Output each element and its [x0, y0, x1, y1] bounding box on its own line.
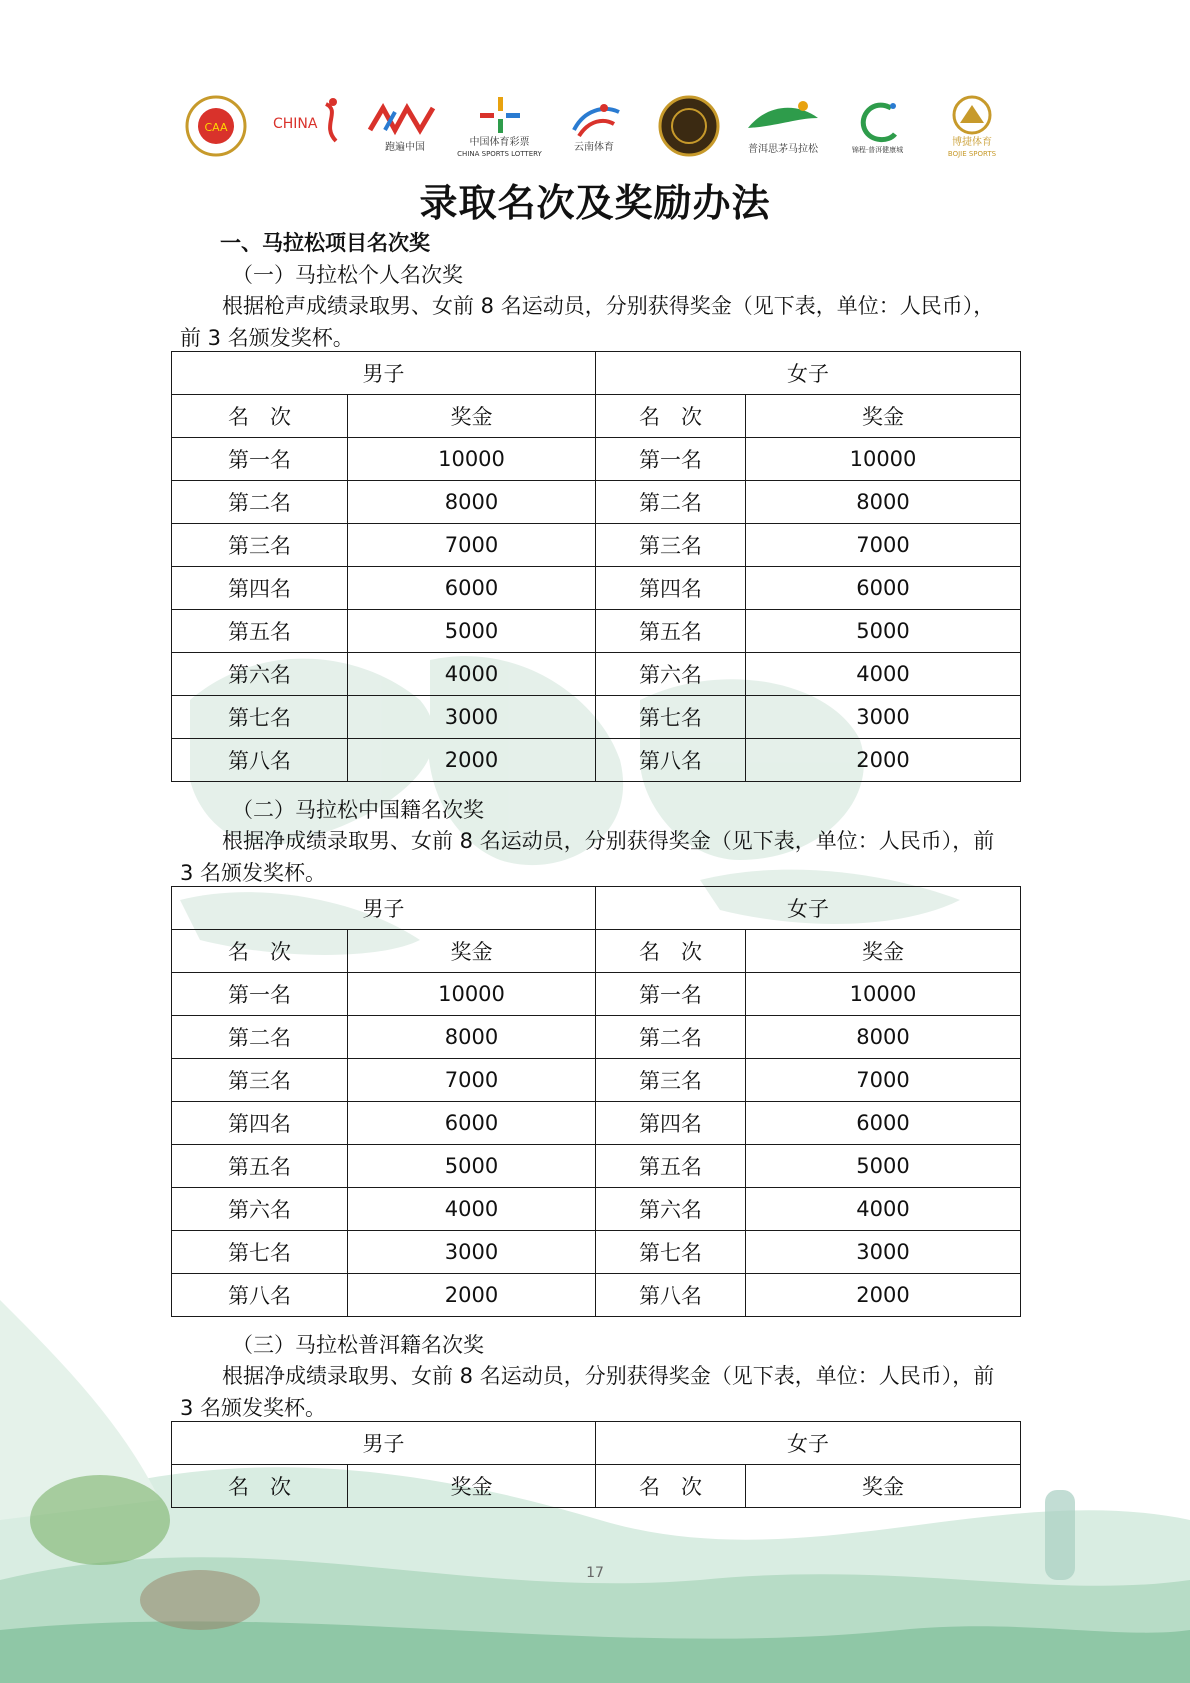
- prize-header: 奖金: [746, 930, 1021, 973]
- table-subheader-row: [172, 1465, 1021, 1508]
- women-prize-cell: 6000: [746, 567, 1021, 610]
- women-rank-cell: 第三名: [596, 524, 746, 567]
- women-rank-cell: 第三名: [596, 1059, 746, 1102]
- men-prize-cell: 2000: [348, 1274, 596, 1317]
- rank-header: 名 次: [172, 1465, 348, 1508]
- men-rank-cell: 第五名: [172, 610, 348, 653]
- prize-header: 奖金: [746, 1465, 1021, 1508]
- men-header: 男子: [172, 887, 596, 930]
- svg-text:CHINA: CHINA: [272, 116, 317, 132]
- men-prize-cell: 4000: [348, 653, 596, 696]
- subsection-text-3: 根据净成绩录取男、女前 8 名运动员，分别获得奖金（见下表，单位：人民币），前 3 名颁发奖杯。: [180, 1364, 995, 1420]
- women-rank-cell: 第二名: [596, 481, 746, 524]
- athletics-association-icon: [185, 95, 247, 157]
- women-header: 女子: [596, 352, 1021, 395]
- men-prize-cell: 8000: [348, 481, 596, 524]
- rank-header: 名 次: [172, 395, 348, 438]
- table-subheader-row: [172, 930, 1021, 973]
- women-rank-cell: 第八名: [596, 1274, 746, 1317]
- women-prize-cell: 7000: [746, 524, 1021, 567]
- rank-header: 名 次: [172, 930, 348, 973]
- women-header: 女子: [596, 887, 1021, 930]
- women-prize-cell: 2000: [746, 1274, 1021, 1317]
- women-prize-cell: 8000: [746, 481, 1021, 524]
- women-rank-cell: 第七名: [596, 1231, 746, 1274]
- prize-table-3: [171, 1421, 1021, 1508]
- women-prize-cell: 10000: [746, 438, 1021, 481]
- table-row: [172, 653, 1021, 696]
- women-prize-cell: 3000: [746, 1231, 1021, 1274]
- men-prize-cell: 8000: [348, 1016, 596, 1059]
- women-prize-cell: 7000: [746, 1059, 1021, 1102]
- men-rank-cell: 第二名: [172, 1016, 348, 1059]
- men-rank-cell: 第三名: [172, 524, 348, 567]
- table-row: [172, 1231, 1021, 1274]
- health-city-logo: [838, 89, 918, 163]
- men-prize-cell: 2000: [348, 739, 596, 782]
- women-rank-cell: 第一名: [596, 973, 746, 1016]
- men-prize-cell: 10000: [348, 973, 596, 1016]
- table-row: [172, 973, 1021, 1016]
- men-prize-cell: 4000: [348, 1188, 596, 1231]
- prize-header: 奖金: [348, 930, 596, 973]
- men-rank-cell: 第三名: [172, 1059, 348, 1102]
- star-icon: [478, 95, 522, 135]
- men-prize-cell: 3000: [348, 696, 596, 739]
- prize-header: 奖金: [746, 395, 1021, 438]
- rank-header: 名 次: [596, 395, 746, 438]
- women-prize-cell: 6000: [746, 1102, 1021, 1145]
- men-prize-cell: 3000: [348, 1231, 596, 1274]
- men-rank-cell: 第四名: [172, 1102, 348, 1145]
- men-prize-cell: 6000: [348, 1102, 596, 1145]
- men-rank-cell: 第八名: [172, 739, 348, 782]
- rank-header: 名 次: [596, 930, 746, 973]
- men-prize-cell: 5000: [348, 610, 596, 653]
- rank-header: 名 次: [596, 1465, 746, 1508]
- women-prize-cell: 5000: [746, 1145, 1021, 1188]
- section-heading: 一、马拉松项目名次奖: [220, 231, 430, 255]
- men-header: 男子: [172, 352, 596, 395]
- run-china-logo: [365, 89, 445, 163]
- page-number: 17: [586, 1565, 604, 1581]
- table-row: [172, 438, 1021, 481]
- women-rank-cell: 第四名: [596, 567, 746, 610]
- svg-text:CAA: CAA: [204, 121, 228, 134]
- men-rank-cell: 第六名: [172, 1188, 348, 1231]
- page-title: 录取名次及奖励办法: [419, 181, 771, 225]
- table-row: [172, 1274, 1021, 1317]
- logo-caption: 锦程·普洱健康城: [851, 146, 904, 154]
- china-marathon-icon: [271, 96, 351, 156]
- women-rank-cell: 第八名: [596, 739, 746, 782]
- table-subheader-row: [172, 395, 1021, 438]
- women-prize-cell: 5000: [746, 610, 1021, 653]
- seal-icon: [658, 95, 720, 157]
- table-row: [172, 1016, 1021, 1059]
- table-row: [172, 1102, 1021, 1145]
- puer-marathon-logo: [743, 89, 823, 163]
- logo-caption: 普洱思茅马拉松: [748, 143, 818, 155]
- women-header: 女子: [596, 1422, 1021, 1465]
- sports-lottery-logo: [457, 89, 542, 163]
- women-prize-cell: 3000: [746, 696, 1021, 739]
- athletics-association-logo: [176, 89, 256, 163]
- subsection-text-1: 根据枪声成绩录取男、女前 8 名运动员，分别获得奖金（见下表，单位：人民币），前 3 名颁发奖杯。: [180, 294, 995, 350]
- subsection-heading-1: （一）马拉松个人名次奖: [232, 263, 463, 287]
- prize-table-2: [171, 886, 1021, 1317]
- men-rank-cell: 第一名: [172, 973, 348, 1016]
- subsection-heading-3: （三）马拉松普洱籍名次奖: [232, 1333, 484, 1357]
- women-rank-cell: 第四名: [596, 1102, 746, 1145]
- china-marathon-logo: [271, 89, 351, 163]
- table-row: [172, 481, 1021, 524]
- leaf-runner-icon: [743, 98, 823, 142]
- prize-table-1: [171, 351, 1021, 782]
- women-rank-cell: 第六名: [596, 1188, 746, 1231]
- women-prize-cell: 4000: [746, 653, 1021, 696]
- men-prize-cell: 6000: [348, 567, 596, 610]
- table-header-row: [172, 352, 1021, 395]
- women-rank-cell: 第一名: [596, 438, 746, 481]
- women-rank-cell: 第二名: [596, 1016, 746, 1059]
- table-row: [172, 1059, 1021, 1102]
- men-prize-cell: 7000: [348, 524, 596, 567]
- table-row: [172, 1188, 1021, 1231]
- logo-caption-en: CHINA SPORTS LOTTERY: [457, 149, 542, 158]
- table-row: [172, 696, 1021, 739]
- logo-caption: 中国体育彩票: [469, 136, 530, 148]
- men-rank-cell: 第八名: [172, 1274, 348, 1317]
- subsection-text-2: 根据净成绩录取男、女前 8 名运动员，分别获得奖金（见下表，单位：人民币），前 3 名颁发奖杯。: [180, 829, 995, 885]
- men-rank-cell: 第七名: [172, 696, 348, 739]
- health-city-icon: [853, 98, 903, 144]
- men-rank-cell: 第六名: [172, 653, 348, 696]
- table-header-row: [172, 887, 1021, 930]
- men-rank-cell: 第四名: [172, 567, 348, 610]
- sponsor-logos: [176, 86, 1012, 166]
- men-prize-cell: 7000: [348, 1059, 596, 1102]
- men-prize-cell: 10000: [348, 438, 596, 481]
- logo-caption: 跑遍中国: [385, 141, 425, 153]
- women-rank-cell: 第五名: [596, 610, 746, 653]
- subsection-heading-2: （二）马拉松中国籍名次奖: [232, 798, 484, 822]
- logo-caption: 博捷体育: [952, 136, 992, 148]
- men-rank-cell: 第五名: [172, 1145, 348, 1188]
- women-prize-cell: 4000: [746, 1188, 1021, 1231]
- run-china-icon: [365, 100, 445, 140]
- table-row: [172, 610, 1021, 653]
- table-row: [172, 567, 1021, 610]
- men-prize-cell: 5000: [348, 1145, 596, 1188]
- men-rank-cell: 第二名: [172, 481, 348, 524]
- women-rank-cell: 第六名: [596, 653, 746, 696]
- men-header: 男子: [172, 1422, 596, 1465]
- men-rank-cell: 第七名: [172, 1231, 348, 1274]
- runner-icon: [564, 100, 624, 140]
- table-row: [172, 524, 1021, 567]
- women-prize-cell: 10000: [746, 973, 1021, 1016]
- women-rank-cell: 第七名: [596, 696, 746, 739]
- men-rank-cell: 第一名: [172, 438, 348, 481]
- women-prize-cell: 8000: [746, 1016, 1021, 1059]
- women-prize-cell: 2000: [746, 739, 1021, 782]
- table-row: [172, 1145, 1021, 1188]
- table-row: [172, 739, 1021, 782]
- table-header-row: [172, 1422, 1021, 1465]
- logo-caption: 云南体育: [574, 141, 614, 153]
- prize-header: 奖金: [348, 1465, 596, 1508]
- women-rank-cell: 第五名: [596, 1145, 746, 1188]
- yunnan-sports-logo: [554, 89, 634, 163]
- bojie-sports-logo: [932, 89, 1012, 163]
- prize-header: 奖金: [348, 395, 596, 438]
- yunnan-athletics-logo: [649, 89, 729, 163]
- logo-caption-en: BOJIE SPORTS: [947, 149, 997, 158]
- bojie-icon: [952, 95, 992, 135]
